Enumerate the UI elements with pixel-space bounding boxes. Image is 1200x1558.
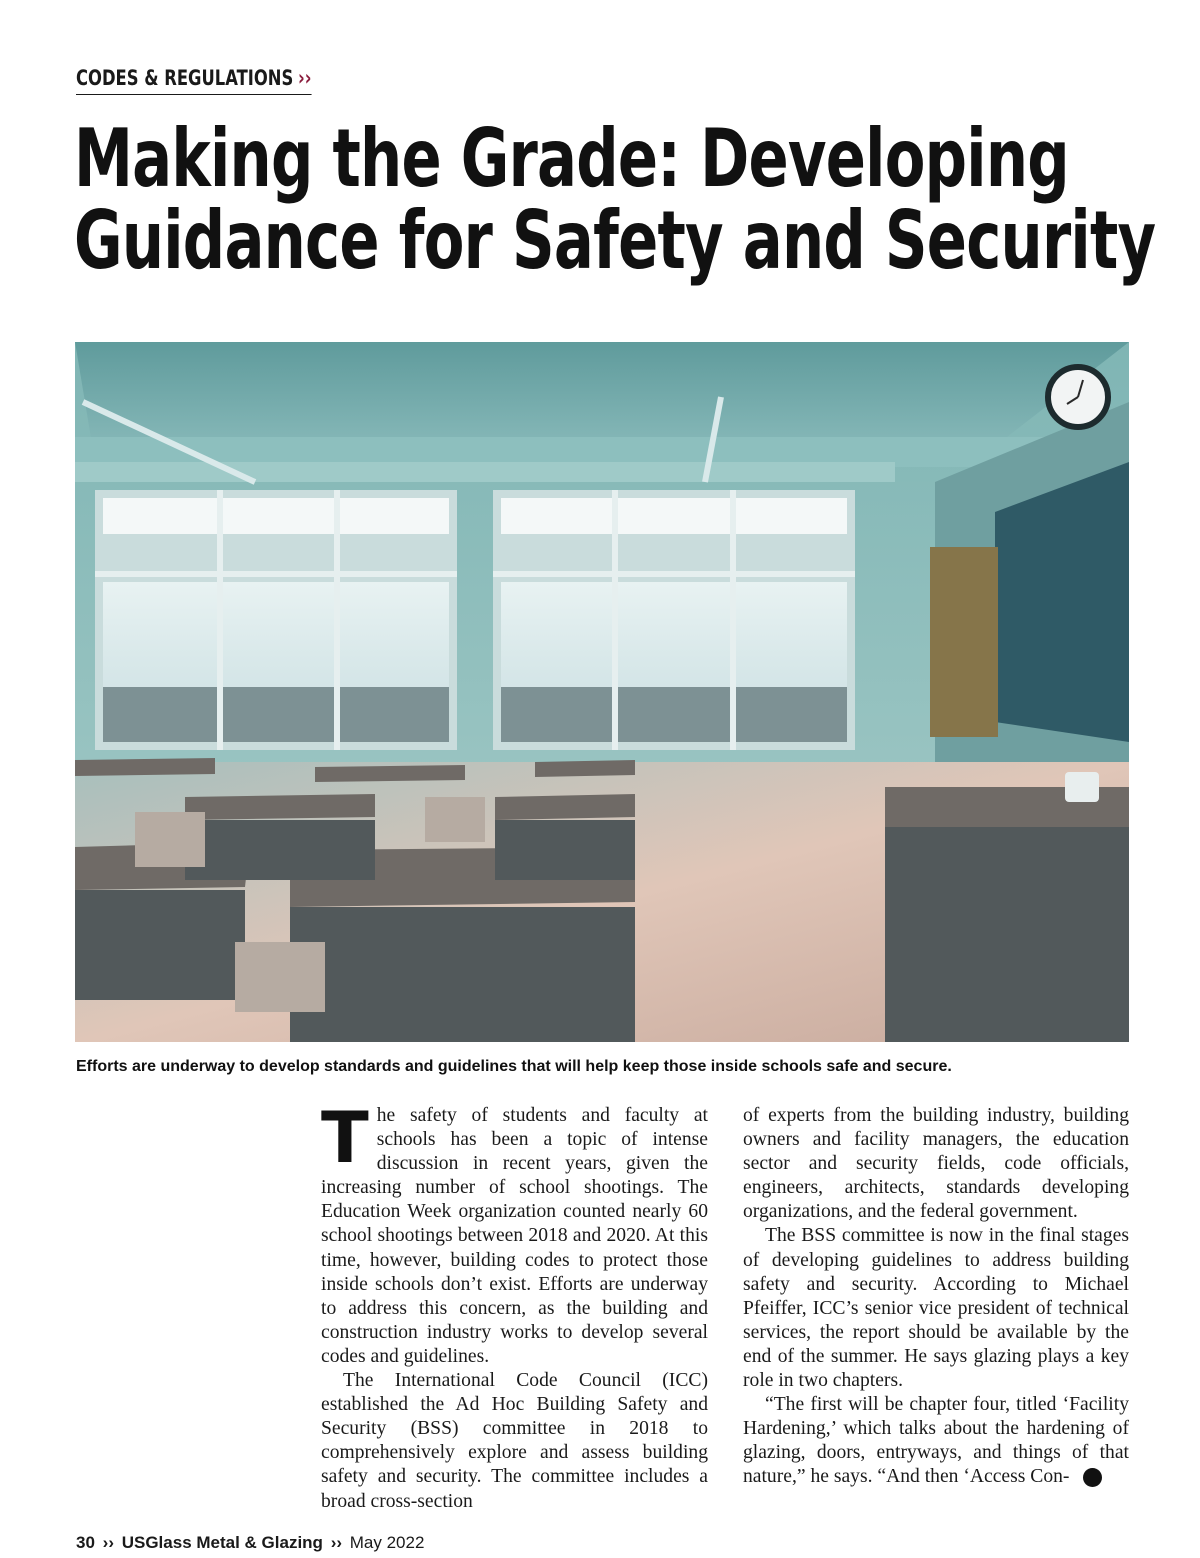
chevron-right-icon: ›› xyxy=(297,66,312,90)
paragraph: he safety of students and faculty at schools has been a topic of intense discussion in recent years, given the increasing number of school shootings. The Education Week organization counted nearly 60 school shootings between 2018 and 2020. At this time, however, building codes to protect those inside schools don’t exist. Efforts are underway to address this concern, as the building and construction industry works to develop several codes and guidelines. xyxy=(321,1105,708,1367)
chevron-right-icon: ›› xyxy=(102,1533,114,1552)
paragraph: The BSS committee is now in the final stages of developing guidelines to address building safety and security. According to Michael Pfeiffer, ICC’s senior vice president of technical services, the report should be available by the end of the summer. He says glazing plays a key role in two chapters. xyxy=(743,1225,1129,1392)
chevron-right-icon: ›› xyxy=(330,1533,343,1552)
headline-line-1: Making the Grade: Developing xyxy=(74,112,1069,205)
photo-caption: Efforts are underway to develop standards and guidelines that will help keep those inside schools safe and secure. xyxy=(76,1058,952,1075)
body-column-1 xyxy=(321,1097,708,1514)
publication-name: USGlass Metal & Glazing xyxy=(121,1533,323,1552)
section-label xyxy=(76,66,311,95)
paragraph: The International Code Council (ICC) established the Ad Hoc Building Safety and Security (BSS) committee in 2018 to comprehensively explore and assess building safety and security. The committee includes a broad cross-section xyxy=(321,1370,708,1512)
headline-line-2: Guidance for Safety and Security xyxy=(74,194,1156,287)
issue-date: May 2022 xyxy=(349,1533,425,1552)
arrow-right-circle-icon: ➜ xyxy=(1083,1468,1102,1487)
paragraph xyxy=(743,1393,1129,1489)
page-number: 30 xyxy=(76,1533,95,1552)
body-column-2 xyxy=(743,1104,1129,1490)
classroom-illustration xyxy=(75,342,1129,1042)
classroom-photo xyxy=(75,342,1129,1042)
article-headline xyxy=(74,112,1156,287)
paragraph: of experts from the building industry, building owners and facility managers, the education sector and security fields, code officials, engineers, architects, standards developing organizations, and the federal government. xyxy=(743,1105,1129,1223)
drop-cap: T xyxy=(321,1097,369,1179)
section-label-text: CODES & REGULATIONS xyxy=(76,66,294,90)
page-footer xyxy=(76,1533,424,1553)
paragraph-text: “The first will be chapter four, titled ‘Facility Hardening,’ which talks about the hardening of glazing, doors, entryways, and things of that nature,” he says. “And then ‘Access Con- xyxy=(743,1394,1129,1488)
